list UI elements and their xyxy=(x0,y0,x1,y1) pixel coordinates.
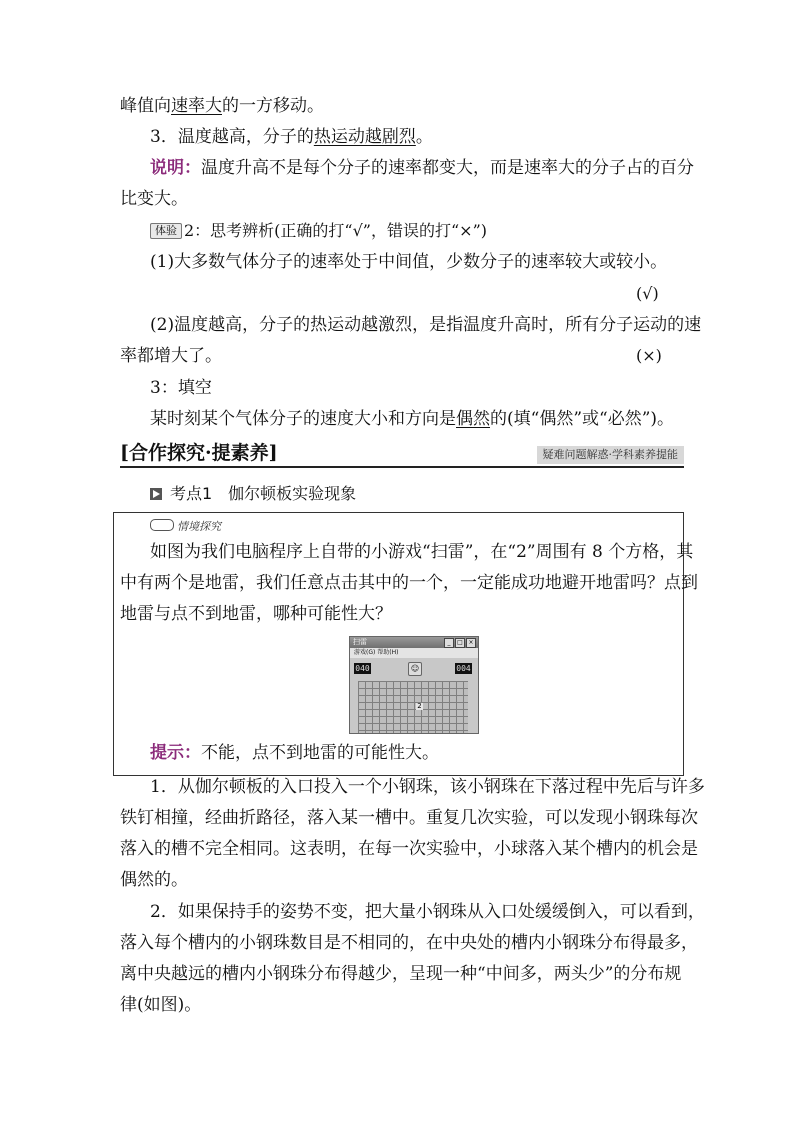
minesweeper-titlebar xyxy=(350,637,478,648)
hint-label: 提示： xyxy=(150,743,201,763)
minesweeper-menu: 游戏(G) 帮助(H) xyxy=(350,648,478,658)
scenario-label-text: 情境探究 xyxy=(177,520,221,533)
experience-title xyxy=(150,220,487,242)
text-line xyxy=(150,126,433,148)
text-span: 。 xyxy=(415,127,433,147)
text-span: 某时刻某个气体分子的速度大小和方向是 xyxy=(150,409,456,429)
fill-line xyxy=(150,408,674,430)
text-span: 的一方移动。 xyxy=(222,96,324,116)
body-text: 2．如果保持手的姿势不变，把大量小钢珠从入口处缓缓倒入，可以看到， xyxy=(150,902,705,922)
text-line: 比变大。 xyxy=(120,189,188,209)
scenario-label xyxy=(150,518,221,534)
topic-heading xyxy=(150,483,356,505)
body-text: 离中央越远的槽内小钢珠分布得越少，呈现一种“中间多，两头少”的分布规 xyxy=(120,964,682,984)
text-span: 温度升高不是每个分子的速率都变大，而是速率大的分子占的百分 xyxy=(201,158,694,178)
minesweeper-window xyxy=(349,636,479,734)
body-text: 1．从伽尔顿板的入口投入一个小钢珠，该小钢珠在下落过程中先后与许多 xyxy=(150,777,705,797)
scenario-text: 如图为我们电脑程序上自带的小游戏“扫雷”，在“2”周围有 8 个方格，其 xyxy=(150,542,694,562)
text-span: 3．温度越高，分子的 xyxy=(150,127,314,147)
scenario-icon xyxy=(150,519,174,531)
text-line: 率都增大了。 xyxy=(120,346,222,366)
scenario-text: 地雷与点不到地雷，哪种可能性大？ xyxy=(120,604,392,624)
smiley-face-icon: ☺ xyxy=(408,662,422,676)
body-text: 落入每个槽内的小钢珠数目是不相同的，在中央处的槽内小钢珠分布得最多， xyxy=(120,933,698,953)
underlined-answer: 速率大 xyxy=(171,96,222,116)
timer-counter: 004 xyxy=(456,664,471,673)
minimize-icon: _ xyxy=(444,638,454,648)
mine-counter: 040 xyxy=(355,664,370,673)
text-span: 峰值向 xyxy=(120,96,171,116)
note-line xyxy=(150,157,694,179)
note-label: 说明： xyxy=(150,158,201,178)
underlined-answer: 偶然 xyxy=(456,409,490,429)
text-span: 2：思考辨析(正确的打“√”，错误的打“×”) xyxy=(184,221,487,240)
question-1: (1)大多数气体分子的速率处于中间值，少数分子的速率较大或较小。 xyxy=(150,252,668,272)
body-text: 铁钉相撞，经曲折路径，落入某一槽中。重复几次实验，可以发现小钢珠每次 xyxy=(120,808,698,828)
close-icon: × xyxy=(466,638,476,648)
body-text: 落入的槽不完全相同。这表明，在每一次实验中，小球落入某个槽内的机会是 xyxy=(120,839,698,859)
text-line xyxy=(120,95,324,117)
section-tag: 疑难问题解惑·学科素养提能 xyxy=(537,446,685,464)
number-cell: 2 xyxy=(417,702,422,710)
scenario-text: 中有两个是地雷，我们任意点击其中的一个，一定能成功地避开地雷吗？点到 xyxy=(120,573,698,593)
minesweeper-title: 扫雷 xyxy=(353,638,367,646)
hint-text: 不能，点不到地雷的可能性大。 xyxy=(201,743,439,763)
underlined-answer: 热运动越剧烈 xyxy=(313,127,416,147)
answer-mark: (×) xyxy=(636,346,662,365)
hint-line xyxy=(150,742,439,764)
section-header xyxy=(120,440,684,468)
minesweeper-grid xyxy=(358,681,468,733)
question-2: (2)温度越高，分子的热运动越激烈，是指温度升高时，所有分子运动的速 xyxy=(150,315,702,335)
fill-title: 3：填空 xyxy=(150,378,212,398)
section-title: [合作探究·提素养] xyxy=(120,442,278,464)
body-text: 律(如图)。 xyxy=(120,995,202,1015)
topic-label: 考点1 伽尔顿板实验现象 xyxy=(170,484,357,503)
answer-mark: (√) xyxy=(636,284,659,303)
text-span: 的(填“偶然”或“必然”)。 xyxy=(490,409,675,429)
window-controls xyxy=(444,638,476,648)
minesweeper-status xyxy=(354,661,472,677)
body-text: 偶然的。 xyxy=(120,870,188,890)
play-triangle-icon xyxy=(150,488,162,500)
experience-tag: 体验 xyxy=(150,223,182,239)
maximize-icon: □ xyxy=(455,638,465,648)
